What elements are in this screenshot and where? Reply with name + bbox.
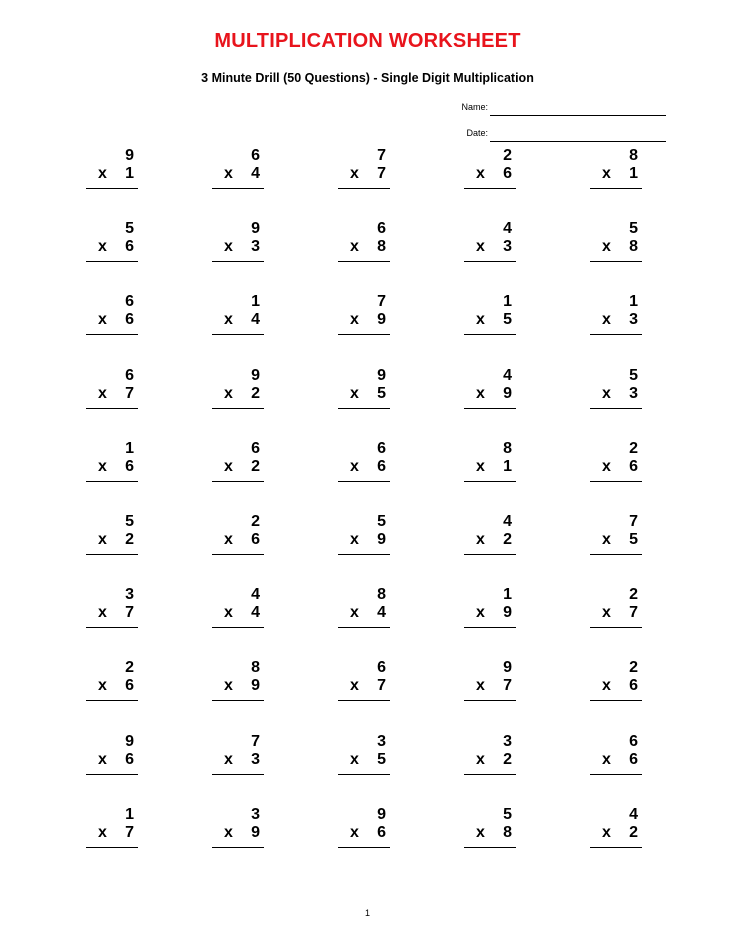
problem (86, 806, 138, 860)
multiplicand: 1 (125, 806, 134, 823)
times-sign: x (98, 238, 107, 255)
multiplier: 3 (251, 238, 260, 255)
multiplicand: 9 (125, 733, 134, 750)
multiplier: 4 (251, 165, 260, 182)
times-sign: x (224, 458, 233, 475)
multiplier: 7 (125, 385, 134, 402)
times-sign: x (350, 531, 359, 548)
multiplicand: 8 (251, 659, 260, 676)
answer-line[interactable] (212, 261, 264, 262)
problem (464, 733, 516, 787)
problem (338, 733, 390, 787)
answer-line[interactable] (590, 334, 642, 335)
answer-line[interactable] (86, 774, 138, 775)
problem (338, 440, 390, 494)
multiplicand: 7 (251, 733, 260, 750)
problem (590, 733, 642, 787)
answer-line[interactable] (86, 334, 138, 335)
answer-line[interactable] (338, 408, 390, 409)
multiplicand: 2 (629, 586, 638, 603)
problem (86, 586, 138, 640)
times-sign: x (476, 824, 485, 841)
times-sign: x (350, 824, 359, 841)
problem (212, 220, 264, 274)
times-sign: x (476, 531, 485, 548)
problem (212, 293, 264, 347)
multiplier: 2 (125, 531, 134, 548)
answer-line[interactable] (590, 408, 642, 409)
problem (590, 293, 642, 347)
multiplier: 3 (251, 751, 260, 768)
multiplier: 2 (251, 458, 260, 475)
problem (590, 586, 642, 640)
answer-line[interactable] (86, 554, 138, 555)
multiplicand: 1 (125, 440, 134, 457)
times-sign: x (350, 458, 359, 475)
problem (86, 513, 138, 567)
date-field-line[interactable] (490, 141, 666, 142)
times-sign: x (350, 677, 359, 694)
times-sign: x (98, 458, 107, 475)
problem (590, 440, 642, 494)
times-sign: x (98, 385, 107, 402)
multiplier: 4 (251, 311, 260, 328)
answer-line[interactable] (338, 847, 390, 848)
problem (212, 147, 264, 201)
multiplicand: 3 (125, 586, 134, 603)
multiplier: 8 (377, 238, 386, 255)
multiplicand: 2 (503, 147, 512, 164)
answer-line[interactable] (86, 700, 138, 701)
multiplicand: 9 (251, 367, 260, 384)
multiplier: 9 (503, 604, 512, 621)
problem (338, 586, 390, 640)
times-sign: x (224, 751, 233, 768)
multiplier: 7 (503, 677, 512, 694)
times-sign: x (476, 677, 485, 694)
answer-line[interactable] (338, 627, 390, 628)
problem (212, 440, 264, 494)
times-sign: x (476, 238, 485, 255)
multiplicand: 6 (377, 220, 386, 237)
problem (338, 806, 390, 860)
times-sign: x (350, 604, 359, 621)
problem (212, 806, 264, 860)
times-sign: x (602, 458, 611, 475)
multiplier: 2 (629, 824, 638, 841)
answer-line[interactable] (590, 847, 642, 848)
problem (338, 293, 390, 347)
answer-line[interactable] (464, 481, 516, 482)
answer-line[interactable] (464, 847, 516, 848)
times-sign: x (350, 385, 359, 402)
multiplier: 1 (629, 165, 638, 182)
answer-line[interactable] (338, 334, 390, 335)
multiplicand: 4 (251, 586, 260, 603)
times-sign: x (602, 531, 611, 548)
answer-line[interactable] (212, 627, 264, 628)
multiplicand: 6 (125, 293, 134, 310)
times-sign: x (98, 311, 107, 328)
times-sign: x (98, 531, 107, 548)
multiplier: 6 (377, 824, 386, 841)
times-sign: x (98, 604, 107, 621)
times-sign: x (602, 238, 611, 255)
times-sign: x (98, 824, 107, 841)
times-sign: x (602, 677, 611, 694)
problem (86, 733, 138, 787)
answer-line[interactable] (86, 408, 138, 409)
worksheet-subtitle: 3 Minute Drill (50 Questions) - Single Digit Multiplication (201, 71, 534, 85)
answer-line[interactable] (464, 554, 516, 555)
times-sign: x (476, 458, 485, 475)
multiplicand: 3 (503, 733, 512, 750)
multiplicand: 5 (377, 513, 386, 530)
problem (212, 733, 264, 787)
times-sign: x (476, 165, 485, 182)
multiplier: 7 (377, 165, 386, 182)
multiplicand: 4 (503, 367, 512, 384)
answer-line[interactable] (212, 408, 264, 409)
problem (338, 659, 390, 713)
multiplier: 1 (503, 458, 512, 475)
multiplicand: 8 (629, 147, 638, 164)
answer-line[interactable] (212, 847, 264, 848)
problem (464, 659, 516, 713)
multiplier: 6 (125, 311, 134, 328)
times-sign: x (602, 311, 611, 328)
times-sign: x (224, 311, 233, 328)
answer-line[interactable] (212, 774, 264, 775)
multiplier: 7 (125, 604, 134, 621)
answer-line[interactable] (464, 774, 516, 775)
multiplier: 9 (251, 824, 260, 841)
answer-line[interactable] (86, 627, 138, 628)
answer-line[interactable] (86, 481, 138, 482)
times-sign: x (602, 751, 611, 768)
multiplier: 3 (629, 311, 638, 328)
multiplicand: 9 (125, 147, 134, 164)
answer-line[interactable] (338, 188, 390, 189)
multiplicand: 5 (629, 367, 638, 384)
answer-line[interactable] (86, 847, 138, 848)
multiplicand: 7 (377, 147, 386, 164)
multiplier: 3 (503, 238, 512, 255)
multiplicand: 2 (629, 659, 638, 676)
answer-line[interactable] (464, 261, 516, 262)
answer-line[interactable] (590, 774, 642, 775)
problem (590, 147, 642, 201)
times-sign: x (602, 604, 611, 621)
multiplicand: 2 (629, 440, 638, 457)
answer-line[interactable] (212, 700, 264, 701)
multiplicand: 8 (503, 440, 512, 457)
times-sign: x (224, 604, 233, 621)
multiplier: 7 (377, 677, 386, 694)
answer-line[interactable] (464, 334, 516, 335)
problem (338, 220, 390, 274)
answer-line[interactable] (590, 700, 642, 701)
problem (86, 659, 138, 713)
multiplier: 6 (251, 531, 260, 548)
times-sign: x (98, 165, 107, 182)
problem (212, 586, 264, 640)
multiplicand: 4 (503, 220, 512, 237)
times-sign: x (98, 751, 107, 768)
multiplier: 8 (629, 238, 638, 255)
times-sign: x (350, 751, 359, 768)
multiplier: 9 (377, 531, 386, 548)
multiplicand: 5 (629, 220, 638, 237)
multiplier: 6 (125, 238, 134, 255)
multiplicand: 1 (503, 586, 512, 603)
multiplicand: 3 (251, 806, 260, 823)
problem (86, 440, 138, 494)
problem (86, 220, 138, 274)
answer-line[interactable] (464, 700, 516, 701)
problem (212, 367, 264, 421)
times-sign: x (224, 824, 233, 841)
multiplier: 6 (629, 677, 638, 694)
answer-line[interactable] (590, 261, 642, 262)
multiplier: 9 (377, 311, 386, 328)
answer-line[interactable] (590, 627, 642, 628)
date-label: Date: (466, 128, 488, 138)
times-sign: x (476, 751, 485, 768)
multiplier: 6 (125, 751, 134, 768)
multiplier: 8 (503, 824, 512, 841)
problem (590, 220, 642, 274)
answer-line[interactable] (338, 481, 390, 482)
multiplicand: 5 (125, 513, 134, 530)
multiplier: 6 (125, 677, 134, 694)
multiplier: 6 (629, 458, 638, 475)
multiplicand: 6 (377, 440, 386, 457)
answer-line[interactable] (212, 481, 264, 482)
multiplicand: 6 (377, 659, 386, 676)
problem (86, 293, 138, 347)
problem (86, 147, 138, 201)
problem (86, 367, 138, 421)
answer-line[interactable] (86, 261, 138, 262)
problem (338, 513, 390, 567)
problem (464, 220, 516, 274)
multiplicand: 9 (503, 659, 512, 676)
multiplicand: 7 (629, 513, 638, 530)
multiplicand: 9 (377, 806, 386, 823)
times-sign: x (224, 238, 233, 255)
multiplier: 6 (377, 458, 386, 475)
multiplier: 7 (125, 824, 134, 841)
times-sign: x (98, 677, 107, 694)
multiplier: 5 (377, 751, 386, 768)
multiplier: 3 (629, 385, 638, 402)
problem (464, 147, 516, 201)
worksheet-title: MULTIPLICATION WORKSHEET (214, 30, 521, 52)
problem (464, 293, 516, 347)
problem (464, 806, 516, 860)
problem (590, 806, 642, 860)
answer-line[interactable] (338, 700, 390, 701)
page-number: 1 (364, 908, 370, 918)
multiplier: 6 (125, 458, 134, 475)
times-sign: x (224, 385, 233, 402)
multiplier: 5 (503, 311, 512, 328)
answer-line[interactable] (464, 627, 516, 628)
answer-line[interactable] (338, 554, 390, 555)
multiplicand: 7 (377, 293, 386, 310)
multiplier: 1 (125, 165, 134, 182)
times-sign: x (350, 238, 359, 255)
problem (464, 440, 516, 494)
answer-line[interactable] (464, 188, 516, 189)
multiplicand: 4 (629, 806, 638, 823)
multiplier: 9 (251, 677, 260, 694)
problem (464, 586, 516, 640)
problem (212, 513, 264, 567)
problem (590, 659, 642, 713)
problem (590, 513, 642, 567)
times-sign: x (602, 165, 611, 182)
multiplier: 6 (503, 165, 512, 182)
answer-line[interactable] (212, 334, 264, 335)
multiplicand: 9 (251, 220, 260, 237)
times-sign: x (476, 385, 485, 402)
name-label: Name: (461, 102, 488, 112)
times-sign: x (224, 677, 233, 694)
multiplicand: 2 (251, 513, 260, 530)
multiplicand: 3 (377, 733, 386, 750)
multiplier: 2 (503, 751, 512, 768)
answer-line[interactable] (590, 481, 642, 482)
multiplicand: 1 (503, 293, 512, 310)
multiplier: 4 (377, 604, 386, 621)
times-sign: x (350, 165, 359, 182)
multiplier: 4 (251, 604, 260, 621)
multiplicand: 8 (377, 586, 386, 603)
multiplier: 5 (629, 531, 638, 548)
problem (464, 513, 516, 567)
answer-line[interactable] (464, 408, 516, 409)
multiplicand: 6 (629, 733, 638, 750)
problem (338, 147, 390, 201)
multiplicand: 6 (125, 367, 134, 384)
times-sign: x (602, 385, 611, 402)
multiplier: 5 (377, 385, 386, 402)
multiplier: 9 (503, 385, 512, 402)
answer-line[interactable] (86, 188, 138, 189)
answer-line[interactable] (590, 554, 642, 555)
answer-line[interactable] (338, 261, 390, 262)
answer-line[interactable] (338, 774, 390, 775)
problem (464, 367, 516, 421)
times-sign: x (476, 311, 485, 328)
name-field-line[interactable] (490, 115, 666, 116)
multiplicand: 5 (125, 220, 134, 237)
multiplicand: 5 (503, 806, 512, 823)
multiplicand: 1 (629, 293, 638, 310)
problem (212, 659, 264, 713)
answer-line[interactable] (212, 188, 264, 189)
times-sign: x (350, 311, 359, 328)
multiplicand: 6 (251, 440, 260, 457)
times-sign: x (224, 531, 233, 548)
problem (338, 367, 390, 421)
multiplier: 7 (629, 604, 638, 621)
times-sign: x (602, 824, 611, 841)
times-sign: x (476, 604, 485, 621)
multiplicand: 4 (503, 513, 512, 530)
multiplicand: 6 (251, 147, 260, 164)
times-sign: x (224, 165, 233, 182)
answer-line[interactable] (212, 554, 264, 555)
multiplier: 6 (629, 751, 638, 768)
multiplicand: 9 (377, 367, 386, 384)
multiplicand: 2 (125, 659, 134, 676)
answer-line[interactable] (590, 188, 642, 189)
multiplier: 2 (503, 531, 512, 548)
multiplier: 2 (251, 385, 260, 402)
problem (590, 367, 642, 421)
multiplicand: 1 (251, 293, 260, 310)
